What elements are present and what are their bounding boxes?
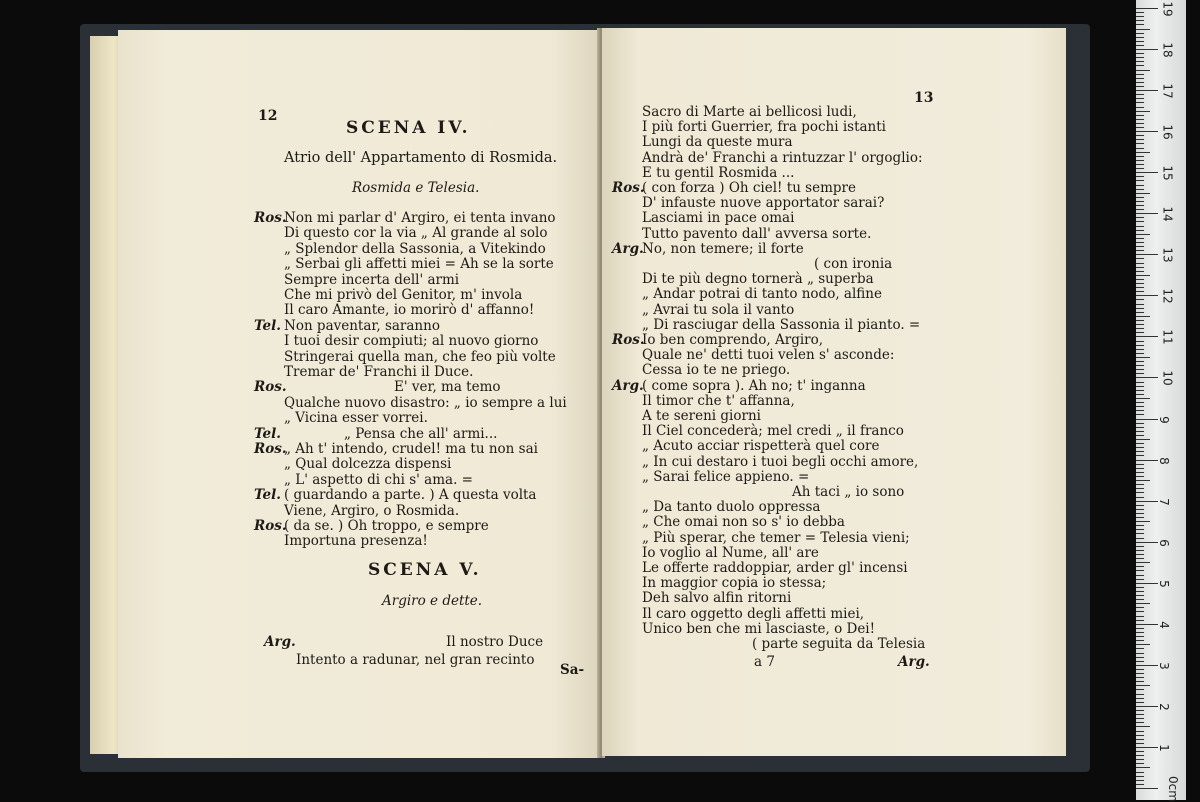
verse-line: „ Da tanto duolo oppressa (642, 499, 821, 516)
verse-line: Qualche nuovo disastro: „ io sempre a lui (284, 394, 567, 411)
verse-line: E' ver, ma temo (394, 379, 501, 396)
verse-line: Il caro Amante, io morirò d' affanno! (284, 302, 535, 319)
verse-line: „ Andar potrai di tanto nodo, alfine (642, 286, 882, 303)
ruler-tick (1136, 542, 1158, 543)
ruler-tick (1136, 123, 1144, 124)
verse-line: Le offerte raddoppiar, arder gl' incensi (642, 560, 908, 576)
measurement-ruler (1136, 0, 1186, 800)
ruler-tick (1136, 616, 1144, 617)
ruler-tick (1136, 217, 1144, 218)
verse-line: Il nostro Duce (446, 634, 544, 650)
ruler-tick (1136, 451, 1144, 452)
scene-characters: Rosmida e Telesia. (352, 180, 480, 196)
ruler-tick (1136, 575, 1144, 576)
verse-line: „ Avrai tu sola il vanto (642, 301, 795, 318)
ruler-tick (1136, 435, 1144, 436)
ruler-tick (1136, 488, 1144, 489)
ruler-tick (1136, 349, 1144, 350)
ruler-tick (1136, 279, 1144, 280)
ruler-label: 7 (1156, 497, 1171, 506)
verse-line: Viene, Argiro, o Rosmida. (284, 502, 460, 519)
speaker-label: Ros. (254, 210, 287, 226)
verse-line: „ Splendor della Sassonia, a Vitekindo (284, 240, 546, 257)
ruler-tick (1136, 554, 1144, 555)
ruler-tick (1136, 685, 1150, 686)
verse-line: Tremar de' Franchi il Duce. (284, 364, 474, 380)
ruler-label: 16 (1160, 124, 1175, 140)
ruler-tick (1136, 657, 1144, 658)
ruler-tick (1136, 726, 1150, 727)
ruler-tick (1136, 365, 1144, 366)
ruler-tick (1136, 509, 1144, 510)
speaker-label: Arg. (612, 377, 644, 394)
ruler-label: 17 (1160, 83, 1175, 99)
ruler-tick (1136, 648, 1144, 649)
ruler-tick (1136, 172, 1158, 173)
ruler-tick (1136, 731, 1144, 732)
ruler-label: 1 (1156, 744, 1171, 752)
ruler-tick (1136, 127, 1144, 128)
ruler-tick (1136, 628, 1144, 629)
verse-line: Il timor che t' affanna, (642, 392, 795, 409)
ruler-tick (1136, 90, 1158, 91)
ruler-tick (1136, 156, 1144, 157)
ruler-tick (1136, 82, 1144, 83)
ruler-tick (1136, 390, 1144, 391)
ruler-tick (1136, 661, 1144, 662)
verse-line: Lungi da queste mura (642, 134, 793, 151)
ruler-tick (1136, 53, 1144, 54)
ruler-tick (1136, 702, 1144, 703)
ruler-tick (1136, 180, 1144, 181)
scene-characters-2: Argiro e dette. (382, 593, 483, 609)
ruler-label: 3 (1156, 662, 1171, 670)
ruler-tick (1136, 74, 1144, 75)
verse-line: No, non temere; il forte (642, 240, 804, 257)
ruler-tick (1136, 558, 1144, 559)
verse-line: „ Vicina esser vorrei. (284, 410, 428, 427)
ruler-tick (1136, 439, 1150, 440)
verse-line: „ L' aspetto di chi s' ama. = (284, 471, 473, 488)
ruler-tick (1136, 414, 1144, 415)
ruler-tick (1136, 550, 1144, 551)
ruler-tick (1136, 20, 1144, 21)
verse-line: Deh salvo alfin ritorni (642, 590, 792, 607)
verse-line: ( come sopra ). Ah no; t' inganna (642, 377, 866, 394)
verse-line: Non paventar, saranno (284, 317, 440, 334)
ruler-tick (1136, 152, 1150, 153)
ruler-tick (1136, 185, 1144, 186)
ruler-tick (1136, 275, 1150, 276)
ruler-tick (1136, 238, 1144, 239)
ruler-tick (1136, 529, 1144, 530)
ruler-tick (1136, 714, 1144, 715)
ruler-tick (1136, 394, 1144, 395)
ruler-tick (1136, 131, 1158, 132)
ruler-tick (1136, 176, 1144, 177)
ruler-tick (1136, 419, 1158, 420)
ruler-label: 8 (1156, 456, 1171, 465)
scene-title: SCENA IV. (346, 118, 471, 138)
verse-line: „ Sarai felice appieno. = (642, 468, 810, 485)
ruler-tick (1136, 780, 1144, 781)
ruler-tick (1136, 353, 1144, 354)
ruler-tick (1136, 160, 1144, 161)
speaker-label: Tel. (254, 487, 281, 504)
verse-line: Lasciami in pace omai (642, 210, 795, 227)
ruler-label: 2 (1156, 703, 1171, 711)
ruler-tick (1136, 706, 1158, 707)
ruler-tick (1136, 29, 1150, 30)
ruler-tick (1136, 316, 1150, 317)
speaker-label: Arg. (264, 634, 296, 650)
ruler-tick (1136, 562, 1150, 563)
verse-line: ( con forza ) Oh ciel! tu sempre (642, 180, 856, 196)
ruler-tick (1136, 361, 1144, 362)
verse-line: „ Serbai gli affetti miei = Ah se la sorte (284, 256, 554, 273)
ruler-tick (1136, 308, 1144, 309)
ruler-tick (1136, 406, 1144, 407)
verse-line: „ Che omai non so s' io debba (642, 514, 845, 531)
ruler-tick (1136, 636, 1144, 637)
ruler-tick (1136, 739, 1144, 740)
verse-line: Sacro di Marte ai bellicosi ludi, (642, 104, 857, 120)
ruler-tick (1136, 591, 1144, 592)
ruler-tick (1136, 689, 1144, 690)
verse-line: Cessa io te ne priego. (642, 362, 791, 379)
verse-line: Sempre incerta dell' armi (284, 271, 460, 288)
ruler-tick (1136, 345, 1144, 346)
ruler-label: 13 (1160, 247, 1175, 263)
ruler-tick (1136, 497, 1144, 498)
verse-line: „ Acuto acciar rispetterà quel core (642, 438, 880, 455)
ruler-tick (1136, 776, 1144, 777)
ruler-tick (1136, 747, 1158, 748)
ruler-tick (1136, 492, 1144, 493)
verse-line: ( parte seguita da Telesia (752, 636, 926, 652)
ruler-tick (1136, 341, 1144, 342)
verse-line: Unico ben che mi lasciaste, o Dei! (642, 620, 876, 637)
ruler-tick (1136, 205, 1144, 206)
ruler-tick (1136, 168, 1144, 169)
ruler-tick (1136, 427, 1144, 428)
ruler-tick (1136, 484, 1144, 485)
ruler-tick (1136, 304, 1144, 305)
ruler-tick (1136, 373, 1144, 374)
ruler-tick (1136, 579, 1144, 580)
verse-line: Di te più degno tornerà „ superba (642, 271, 874, 288)
ruler-tick (1136, 143, 1144, 144)
ruler-tick (1136, 295, 1158, 296)
ruler-tick (1136, 517, 1144, 518)
ruler-tick (1136, 283, 1144, 284)
ruler-tick (1136, 751, 1144, 752)
ruler-tick (1136, 102, 1144, 103)
verse-line: „ Ah t' intendo, crudel! ma tu non sai (284, 441, 538, 457)
ruler-label: 15 (1160, 165, 1175, 181)
ruler-tick (1136, 33, 1144, 34)
ruler-tick (1136, 135, 1144, 136)
ruler-tick (1136, 546, 1144, 547)
ruler-tick (1136, 710, 1144, 711)
ruler-tick (1136, 213, 1158, 214)
speaker-label: Tel. (254, 425, 281, 442)
ruler-tick (1136, 201, 1144, 202)
ruler-tick (1136, 431, 1144, 432)
ruler-tick (1136, 468, 1144, 469)
ruler-tick (1136, 230, 1144, 231)
ruler-tick (1136, 611, 1144, 612)
ruler-tick (1136, 386, 1144, 387)
ruler-tick (1136, 78, 1144, 79)
ruler-tick (1136, 164, 1144, 165)
ruler-tick (1136, 119, 1144, 120)
ruler-tick (1136, 242, 1144, 243)
verse-line: E tu gentil Rosmida ... (642, 164, 795, 181)
ruler-tick (1136, 65, 1144, 66)
verse-line: Il caro oggetto degli affetti miei, (642, 605, 865, 622)
speaker-label: Tel. (254, 317, 281, 334)
verse-line: Io voglio al Nume, all' are (642, 544, 819, 561)
ruler-tick (1136, 472, 1144, 473)
ruler-tick (1136, 107, 1144, 108)
verse-line: „ Pensa che all' armi... (344, 425, 498, 442)
verse-line: Tutto pavento dall' avversa sorte. (642, 225, 872, 242)
page-number: 13 (914, 90, 934, 106)
ruler-tick (1136, 287, 1144, 288)
verse-line: Che mi privò del Genitor, m' invola (284, 287, 523, 303)
ruler-tick (1136, 291, 1144, 292)
ruler-tick (1136, 763, 1144, 764)
verse-line: Io ben comprendo, Argiro, (642, 332, 824, 348)
verse-line: „ Di rasciugar della Sassonia il pianto. = (642, 316, 921, 333)
speaker-label: Ros. (612, 332, 645, 348)
ruler-tick (1136, 772, 1144, 773)
ruler-tick (1136, 624, 1158, 625)
ruler-tick (1136, 271, 1144, 272)
verse-line: A te sereni giorni (642, 408, 761, 424)
scene-title-2: SCENA V. (368, 560, 482, 580)
ruler-tick (1136, 784, 1144, 785)
ruler-tick (1136, 607, 1144, 608)
ruler-tick (1136, 644, 1150, 645)
ruler-tick (1136, 570, 1144, 571)
scene-setting: Atrio dell' Appartamento di Rosmida. (284, 150, 558, 166)
verse-line: Il Ciel concederà; mel credi „ il franco (642, 423, 904, 440)
ruler-tick (1136, 460, 1158, 461)
speaker-label: Ros. (254, 518, 287, 534)
verse-line: Intento a radunar, nel gran recinto (296, 652, 535, 668)
verse-line: „ Più sperar, che temer = Telesia vieni; (642, 529, 910, 546)
ruler-label: 18 (1160, 42, 1175, 58)
ruler-tick (1136, 12, 1144, 13)
ruler-tick (1136, 197, 1144, 198)
verse-line: Quale ne' detti tuoi velen s' asconde: (642, 347, 895, 364)
ruler-tick (1136, 49, 1158, 50)
ruler-tick (1136, 755, 1144, 756)
verse-line: In maggior copia io stessa; (642, 575, 827, 592)
speaker-label: Ros. (254, 441, 287, 457)
ruler-tick (1136, 250, 1144, 251)
ruler-tick (1136, 263, 1144, 264)
verse-line: „ Qual dolcezza dispensi (284, 456, 452, 473)
ruler-tick (1136, 148, 1144, 149)
ruler-tick (1136, 501, 1158, 502)
verse-line: ( con ironia (814, 256, 893, 272)
ruler-tick (1136, 665, 1158, 666)
ruler-label: 11 (1160, 329, 1175, 346)
signature-mark: a 7 (754, 654, 775, 670)
ruler-tick (1136, 505, 1144, 506)
verse-line: I tuoi desir compiuti; al nuovo giorno (284, 333, 539, 350)
ruler-label: 10 (1160, 370, 1175, 387)
ruler-tick (1136, 332, 1144, 333)
ruler-tick (1136, 357, 1150, 358)
ruler-tick (1136, 521, 1150, 522)
ruler-tick (1136, 258, 1144, 259)
ruler-tick (1136, 788, 1158, 789)
ruler-tick (1136, 193, 1150, 194)
ruler-tick (1136, 24, 1144, 25)
ruler-tick (1136, 669, 1144, 670)
verse-line: Ah taci „ io sono (792, 484, 905, 500)
ruler-tick (1136, 139, 1144, 140)
ruler-label: 14 (1160, 206, 1175, 222)
ruler-tick (1136, 377, 1158, 378)
speaker-label: Arg. (612, 240, 644, 257)
ruler-tick (1136, 476, 1144, 477)
ruler-tick (1136, 735, 1144, 736)
ruler-tick (1136, 423, 1144, 424)
ruler-tick (1136, 640, 1144, 641)
ruler-tick (1136, 37, 1144, 38)
ruler-tick (1136, 410, 1144, 411)
ruler-label: 9 (1156, 415, 1171, 424)
ruler-tick (1136, 312, 1144, 313)
page-number: 12 (258, 108, 278, 124)
ruler-label: 6 (1156, 538, 1171, 547)
ruler-tick (1136, 595, 1144, 596)
ruler-tick (1136, 464, 1144, 465)
ruler-tick (1136, 620, 1144, 621)
ruler-tick (1136, 41, 1144, 42)
ruler-label: 0cm (1165, 776, 1180, 802)
ruler-tick (1136, 209, 1144, 210)
ruler-tick (1136, 718, 1144, 719)
catchword: Arg. (898, 654, 930, 670)
ruler-tick (1136, 61, 1144, 62)
ruler-tick (1136, 525, 1144, 526)
ruler-tick (1136, 566, 1144, 567)
ruler-tick (1136, 267, 1144, 268)
verse-line: „ In cui destaro i tuoi begli occhi amore, (642, 453, 919, 470)
verse-line: Di questo cor la via „ Al grande al solo (284, 225, 548, 242)
ruler-tick (1136, 599, 1144, 600)
verse-line: Importuna presenza! (284, 533, 428, 550)
verse-line: Andrà de' Franchi a rintuzzar l' orgoglio: (642, 149, 923, 166)
ruler-tick (1136, 320, 1144, 321)
ruler-label: 4 (1156, 620, 1171, 629)
ruler-tick (1136, 583, 1158, 584)
verse-line: Non mi parlar d' Argiro, ei tenta invano (284, 210, 556, 226)
ruler-tick (1136, 324, 1144, 325)
ruler-tick (1136, 189, 1144, 190)
ruler-tick (1136, 226, 1144, 227)
ruler-label: 12 (1160, 288, 1175, 304)
ruler-tick (1136, 632, 1144, 633)
ruler-tick (1136, 447, 1144, 448)
ruler-label: 5 (1156, 579, 1171, 588)
ruler-tick (1136, 70, 1150, 71)
ruler-tick (1136, 398, 1150, 399)
verse-line: D' infauste nuove apportator sarai? (642, 195, 885, 212)
speaker-label: Ros. (612, 180, 645, 196)
ruler-tick (1136, 443, 1144, 444)
verse-line: I più forti Guerrier, fra pochi istanti (642, 119, 886, 136)
ruler-tick (1136, 722, 1144, 723)
ruler-tick (1136, 246, 1144, 247)
ruler-tick (1136, 402, 1144, 403)
verse-line: ( guardando a parte. ) A questa volta (284, 487, 537, 504)
ruler-tick (1136, 16, 1144, 17)
ruler-tick (1136, 603, 1150, 604)
ruler-tick (1136, 698, 1144, 699)
ruler-tick (1136, 254, 1158, 255)
ruler-tick (1136, 681, 1144, 682)
ruler-tick (1136, 587, 1144, 588)
ruler-tick (1136, 538, 1144, 539)
ruler-tick (1136, 98, 1144, 99)
verse-line: ( da se. ) Oh troppo, e sempre (284, 518, 489, 534)
ruler-tick (1136, 513, 1144, 514)
ruler-tick (1136, 743, 1144, 744)
ruler-tick (1136, 480, 1150, 481)
ruler-tick (1136, 8, 1158, 9)
speaker-label: Ros. (254, 379, 287, 396)
ruler-tick (1136, 533, 1144, 534)
ruler-tick (1136, 673, 1144, 674)
ruler-tick (1136, 328, 1144, 329)
ruler-tick (1136, 94, 1144, 95)
ruler-tick (1136, 221, 1144, 222)
ruler-tick (1136, 455, 1144, 456)
ruler-tick (1136, 653, 1144, 654)
ruler-tick (1136, 677, 1144, 678)
ruler-tick (1136, 86, 1144, 87)
ruler-tick (1136, 45, 1144, 46)
ruler-tick (1136, 299, 1144, 300)
left-page (118, 30, 600, 758)
catchword: Sa- (560, 662, 585, 678)
ruler-tick (1136, 694, 1144, 695)
ruler-tick (1136, 234, 1150, 235)
ruler-tick (1136, 111, 1150, 112)
ruler-tick (1136, 336, 1158, 337)
ruler-tick (1136, 57, 1144, 58)
ruler-tick (1136, 369, 1144, 370)
ruler-tick (1136, 759, 1144, 760)
ruler-tick (1136, 382, 1144, 383)
ruler-tick (1136, 767, 1150, 768)
right-page (602, 28, 1066, 756)
verse-line: Stringerai quella man, che feo più volte (284, 348, 556, 365)
ruler-label: 19 (1160, 1, 1175, 17)
ruler-tick (1136, 115, 1144, 116)
